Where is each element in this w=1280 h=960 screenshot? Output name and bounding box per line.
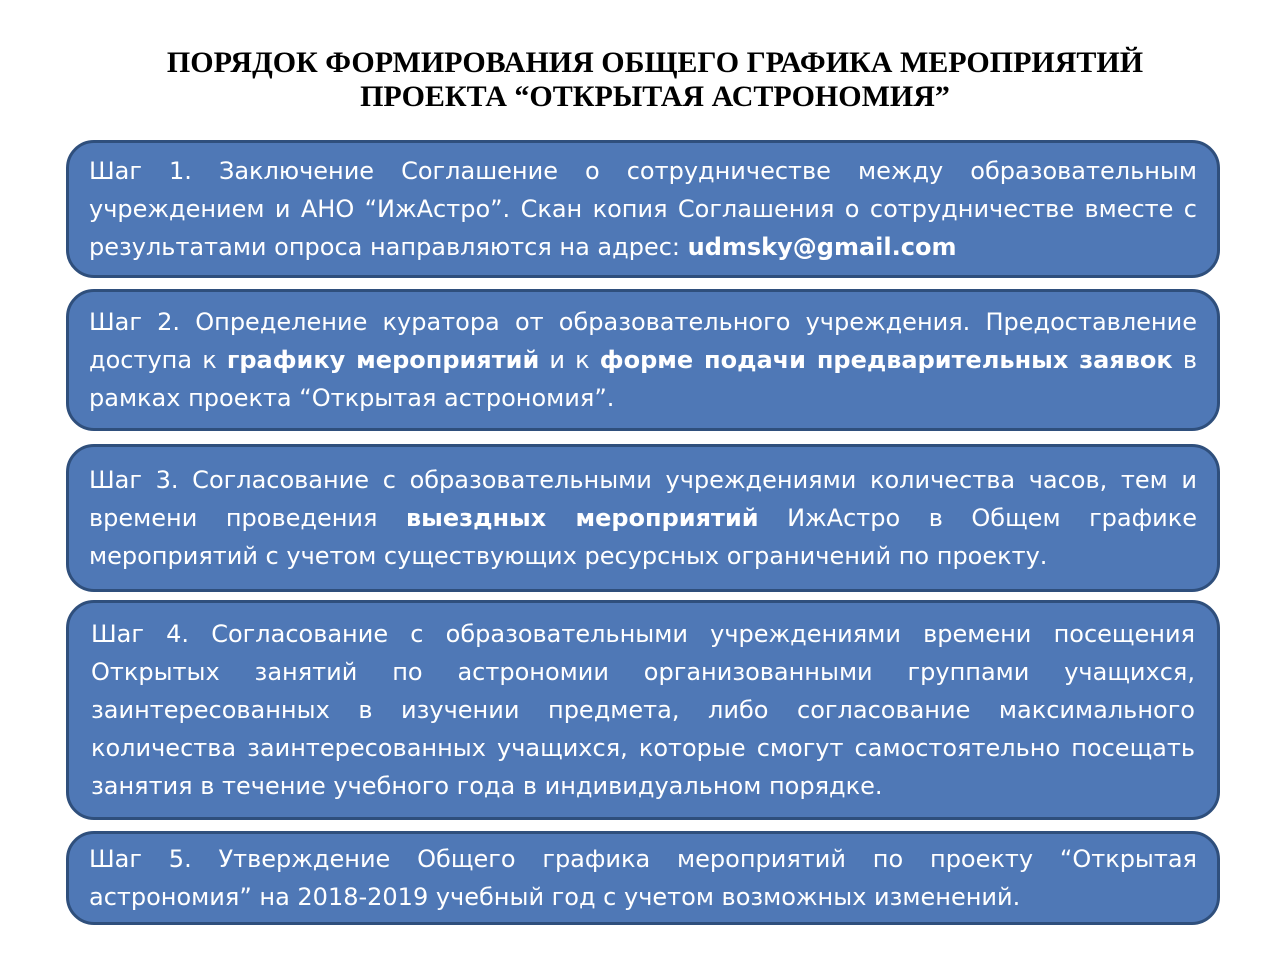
- step-1-text-part: Шаг 1. Заключение Соглашение о сотрудничестве между образовательным учреждением и АНО “ИжАстро”. Скан копия Соглашения о сотрудничестве вместе с результатами опроса направляются на адрес:: [89, 157, 1197, 261]
- step-3-box: [66, 444, 1220, 592]
- step-2-text-part: в рамках проекта “Открытая астрономия”.: [89, 346, 1197, 412]
- step-3-bold-events: выездных мероприятий: [405, 504, 759, 532]
- step-2-bold-form: форме подачи предварительных заявок: [599, 346, 1173, 374]
- step-2-text-part: и к: [539, 346, 600, 374]
- step-5-box: [66, 831, 1220, 925]
- step-4-text-part: Шаг 4. Согласование с образовательными учреждениями времени посещения Открытых занятий по астрономии организованными группами учащихся, заинтересованных в изучении предмета, либо согласование максимального количества заинтересованных учащихся, которые смогут самостоятельно посещать занятия в течение учебного года в индивидуальном порядке.: [91, 620, 1195, 800]
- step-2-bold-schedule: графику мероприятий: [226, 346, 540, 374]
- step-1-text: [89, 152, 1197, 266]
- step-2-text: [89, 303, 1197, 417]
- title-line-1: ПОРЯДОК ФОРМИРОВАНИЯ ОБЩЕГО ГРАФИКА МЕРОПРИЯТИЙ: [166, 46, 1144, 79]
- step-2-text-part: Шаг 2. Определение куратора от образовательного учреждения. Предоставление доступа к: [89, 308, 1197, 374]
- page-title: [60, 46, 1250, 114]
- step-4-box: [66, 600, 1220, 820]
- step-5-text: [89, 840, 1197, 916]
- step-1-box: [66, 140, 1220, 278]
- step-5-text-part: Шаг 5. Утверждение Общего графика мероприятий по проекту “Открытая астрономия” на 2018-2019 учебный год с учетом возможных изменений.: [89, 845, 1197, 911]
- step-3-text-part: Шаг 3. Согласование с образовательными учреждениями количества часов, тем и времени проведения: [89, 466, 1197, 532]
- step-3-text: [89, 461, 1197, 575]
- step-2-box: [66, 289, 1220, 431]
- step-4-text: [91, 615, 1195, 805]
- step-1-email: udmsky@gmail.com: [687, 233, 957, 261]
- step-3-text-part: ИжАстро в Общем графике мероприятий с учетом существующих ресурсных ограничений по проекту.: [89, 504, 1198, 570]
- title-line-2: ПРОЕКТА “ОТКРЫТАЯ АСТРОНОМИЯ”: [360, 80, 950, 113]
